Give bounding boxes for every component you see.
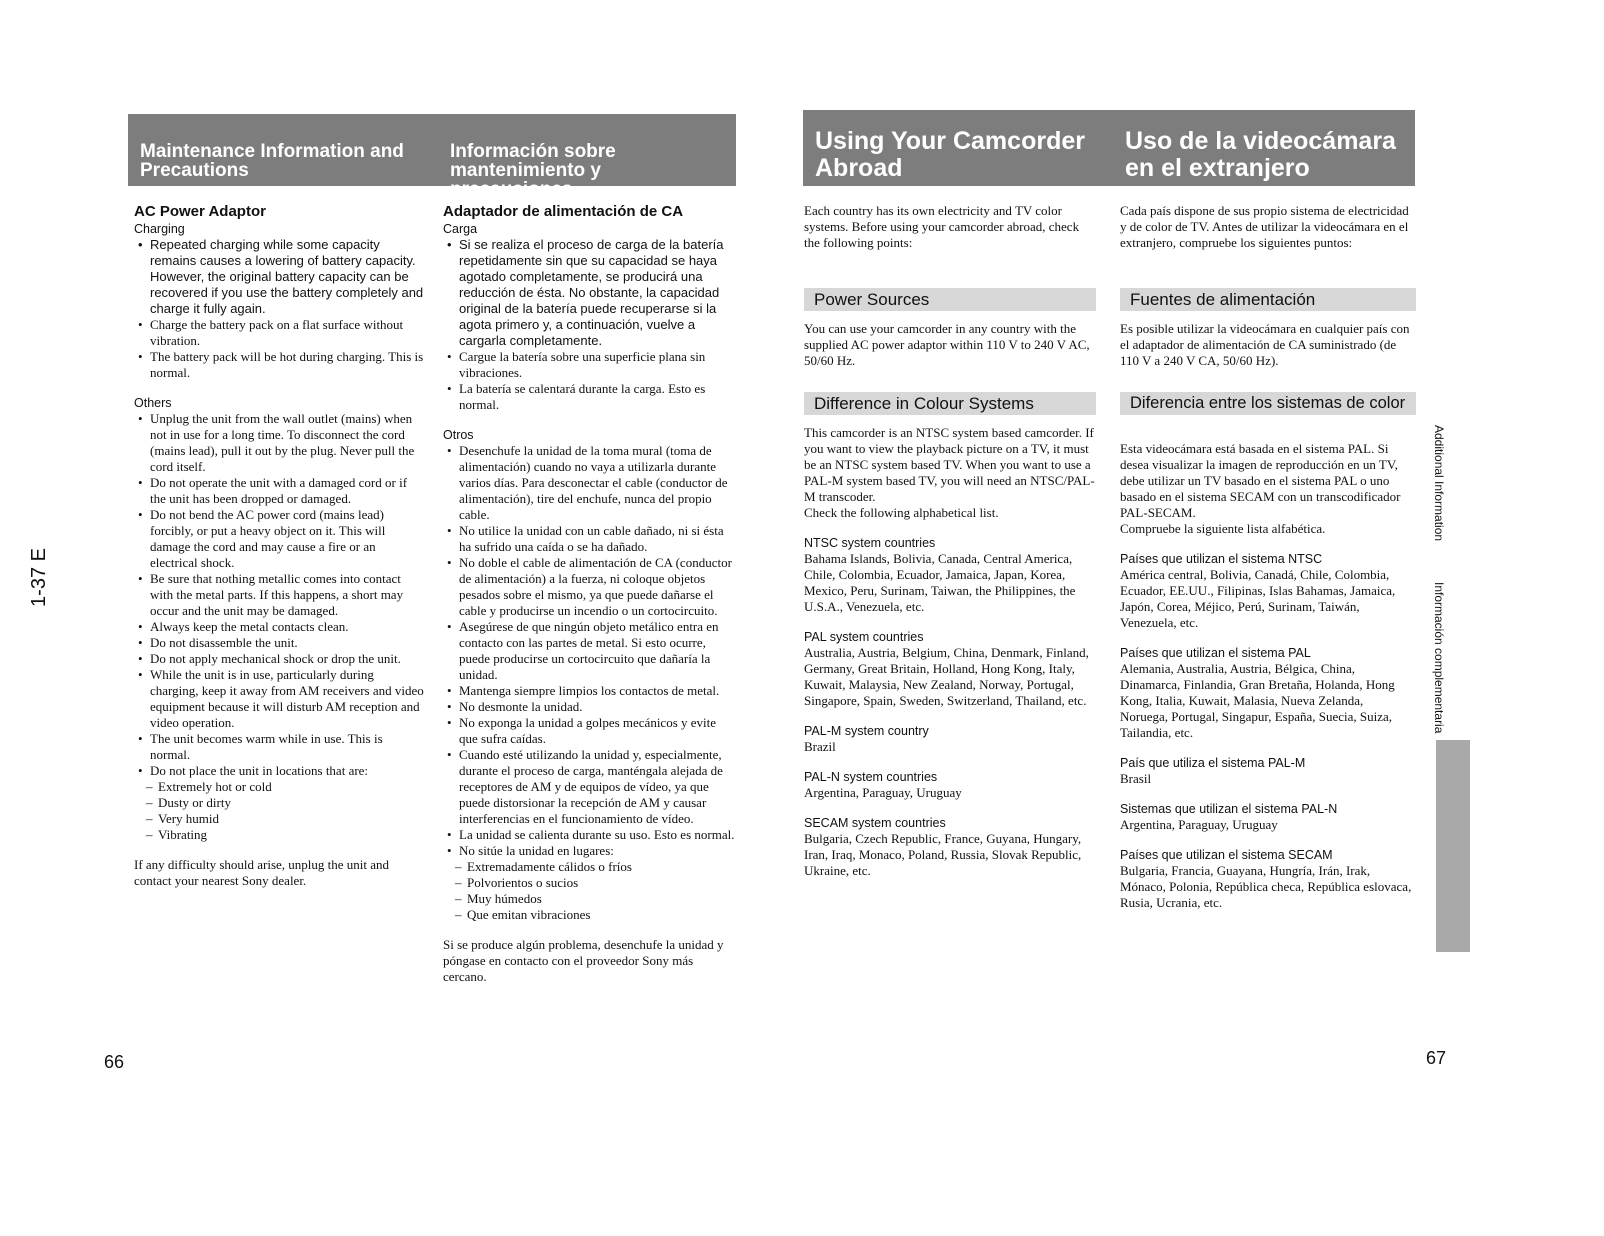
list-item: • No utilice la unidad con un cable dañado, ni si ésta ha sufrido una caída o se ha dañado. <box>459 523 737 555</box>
abroad-column-en <box>804 203 1094 251</box>
system-label: Países que utilizan el sistema PAL <box>1120 646 1311 660</box>
maintenance-column-en <box>134 203 424 889</box>
list-item: • Cuando esté utilizando la unidad y, especialmente, durante el proceso de carga, manténgala alejada de receptores de AM y de equipos de vídeo, ya que puede distorsionar la recepción de AM y causar interferencias en el funcionamiento de vídeo. <box>459 747 737 827</box>
check-list-text: Check the following alphabetical list. <box>804 505 999 520</box>
system-countries: Bulgaria, Francia, Guayana, Hungría, Irán, Irak, Mónaco, Polonia, República checa, República eslovaca, Rusia, Ucrania, etc. <box>1120 863 1412 910</box>
side-tab-informacion-complementaria: Información complementaria <box>1432 582 1446 734</box>
system-label: NTSC system countries <box>804 536 936 550</box>
system-label: SECAM system countries <box>804 816 946 830</box>
system-label: PAL-N system countries <box>804 770 938 784</box>
list-item: • No doble el cable de alimentación de CA (conductor de alimentación) a la fuerza, ni coloque objetos pesados sobre el mismo, ya que puede dañarse el cable y producirse un incendio o un cortocircuito. <box>459 555 737 619</box>
system-group <box>804 535 1096 615</box>
banner-title-es: Uso de la videocámara en el extranjero <box>1125 127 1396 182</box>
system-group <box>804 723 1096 755</box>
system-group <box>804 769 1096 801</box>
power-sources-text: You can use your camcorder in any country with the supplied AC power adaptor within 110 V to 240 V AC, 50/60 Hz. <box>804 321 1090 368</box>
colour-systems-text: This camcorder is an NTSC system based camcorder. If you want to view the playback picture on a TV, it must be an NTSC system based TV. When you want to use a PAL-M system based TV, you will need an NTSC/PAL-M transcoder. <box>804 425 1095 504</box>
margin-code: 1-37 E <box>28 548 50 607</box>
system-label: PAL system countries <box>804 630 924 644</box>
list-item: – Que emitan vibraciones <box>467 907 737 923</box>
power-sources-text-wrap <box>804 321 1094 369</box>
locations-list <box>150 779 424 843</box>
system-group <box>804 815 1096 879</box>
system-label: Países que utilizan el sistema NTSC <box>1120 552 1323 566</box>
power-sources-text-wrap-es <box>1120 321 1410 369</box>
list-item: – Dusty or dirty <box>158 795 424 811</box>
colour-systems-body <box>804 425 1096 879</box>
system-countries: Bahama Islands, Bolivia, Canada, Central America, Chile, Colombia, Ecuador, Jamaica, Japan, Korea, Mexico, Peru, Surinam, Taiwan, the Philippines, the U.S.A., Venezuela, etc. <box>804 551 1076 614</box>
others-list-es <box>443 443 737 923</box>
list-item: – Extremely hot or cold <box>158 779 424 795</box>
colour-systems-text-es: Esta videocámara está basada en el sistema PAL. Si desea visualizar la imagen de reproducción en un TV, debe utilizar un TV basado en el sistema PAL o uno basado en el sistema SECAM con un transcodificador PAL-SECAM. <box>1120 441 1401 520</box>
closing-note: If any difficulty should arise, unplug the unit and contact your nearest Sony dealer. <box>134 857 390 888</box>
side-tab-marker <box>1436 740 1470 952</box>
system-group <box>804 629 1096 709</box>
list-item <box>459 843 737 923</box>
others-label-es: Otros <box>443 428 474 442</box>
list-item: • While the unit is in use, particularly during charging, keep it away from AM receivers and video equipment because it will disturb AM reception and video operation. <box>150 667 424 731</box>
list-item: • Do not bend the AC power cord (mains lead) forcibly, or put a heavy object on it. This will damage the cord and may cause a fire or an electrical shock. <box>150 507 424 571</box>
intro-text: Each country has its own electricity and TV color systems. Before using your camcorder abroad, check the following points: <box>804 203 1080 250</box>
colour-systems-heading-es: Diferencia entre los sistemas de color <box>1120 392 1416 415</box>
colour-systems-heading: Difference in Colour Systems <box>804 392 1096 415</box>
page-number-left: 66 <box>104 1052 125 1072</box>
colour-systems-body-es <box>1120 441 1412 911</box>
system-group <box>1120 755 1412 787</box>
side-tab-additional-information: Additional Information <box>1432 425 1446 542</box>
maintenance-column-es <box>443 203 737 985</box>
list-item: • La unidad se calienta durante su uso. Esto es normal. <box>459 827 737 843</box>
system-group <box>1120 801 1412 833</box>
charging-label-es: Carga <box>443 222 478 236</box>
list-item: • Asegúrese de que ningún objeto metálico entra en contacto con las partes de metal. Si esto ocurre, puede producirse un cortocircuito que dañaría la unidad. <box>459 619 737 683</box>
list-item: – Vibrating <box>158 827 424 843</box>
banner-title-en: Maintenance Information and Precautions <box>140 141 404 181</box>
list-item: • Be sure that nothing metallic comes into contact with the metal parts. If this happens, a short may occur and the unit may be damaged. <box>150 571 424 619</box>
list-item: – Polvorientos o sucios <box>467 875 737 891</box>
intro-text-es: Cada país dispone de sus propio sistema de electricidad y de color de TV. Antes de utilizar la videocámara en el extranjero, compruebe los siguientes puntos: <box>1120 203 1409 250</box>
abroad-column-es <box>1120 203 1410 251</box>
list-item: • No desmonte la unidad. <box>459 699 737 715</box>
list-item: • Unplug the unit from the wall outlet (mains) when not in use for a long time. To disconnect the cord (mains lead), pull it out by the plug. Never pull the cord itself. <box>150 411 424 475</box>
system-group <box>1120 847 1412 911</box>
list-item: – Muy húmedos <box>467 891 737 907</box>
list-item: • Si se realiza el proceso de carga de la batería repetidamente sin que su capacidad se haya agotado completamente, se producirá una reducción de ésta. No obstante, la capacidad original de la batería puede recuperarse si la agota primero y, a continuación, vuelve a cargarla completamente. <box>459 237 737 349</box>
list-item: • Charge the battery pack on a flat surface without vibration. <box>150 317 424 349</box>
list-item: • Cargue la batería sobre una superficie plana sin vibraciones. <box>459 349 737 381</box>
system-countries: Brasil <box>1120 771 1152 786</box>
system-countries: América central, Bolivia, Canadá, Chile, Colombia, Ecuador, EE.UU., Filipinas, Islas Bahamas, Jamaica, Japón, Corea, Méjico, Perú, Surinam, Taiwán, Venezuela, etc. <box>1120 567 1396 630</box>
charging-list-es <box>443 237 737 413</box>
list-item: • No exponga la unidad a golpes mecánicos y evite que sufra caídas. <box>459 715 737 747</box>
system-group <box>1120 551 1412 631</box>
list-item: • The unit becomes warm while in use. This is normal. <box>150 731 424 763</box>
system-countries: Australia, Austria, Belgium, China, Denmark, Finland, Germany, Great Britain, Holland, Hong Kong, Italy, Kuwait, Malaysia, New Zealand, Norway, Portugal, Singapore, Spain, Sweden, Switzerland, Thailand, etc. <box>804 645 1089 708</box>
ac-adaptor-heading-es: Adaptador de alimentación de CA <box>443 203 684 220</box>
closing-note-es: Si se produce algún problema, desenchufe la unidad y póngase en contacto con el proveedor Sony más cercano. <box>443 937 724 984</box>
system-label: País que utiliza el sistema PAL-M <box>1120 756 1306 770</box>
list-item: • La batería se calentará durante la carga. Esto es normal. <box>459 381 737 413</box>
list-item: • The battery pack will be hot during charging. This is normal. <box>150 349 424 381</box>
list-item: • Do not operate the unit with a damaged cord or if the unit has been dropped or damaged. <box>150 475 424 507</box>
check-list-text-es: Compruebe la siguiente lista alfabética. <box>1120 521 1326 536</box>
system-label: PAL-M system country <box>804 724 929 738</box>
power-sources-heading-es: Fuentes de alimentación <box>1120 288 1416 311</box>
banner-title-es: Información sobre mantenimiento y precauciones <box>450 141 616 200</box>
section-banner-abroad <box>803 110 1415 186</box>
power-sources-heading: Power Sources <box>804 288 1096 311</box>
banner-title-en: Using Your Camcorder Abroad <box>815 127 1085 182</box>
list-item: – Very humid <box>158 811 424 827</box>
others-list <box>134 411 424 843</box>
page-number-right: 67 <box>1426 1048 1447 1068</box>
system-label: Países que utilizan el sistema SECAM <box>1120 848 1333 862</box>
locations-intro: Do not place the unit in locations that are: <box>150 763 369 778</box>
system-countries: Bulgaria, Czech Republic, France, Guyana, Hungary, Iran, Iraq, Monaco, Poland, Russia, Slovak Republic, Ukraine, etc. <box>804 831 1082 878</box>
charging-label: Charging <box>134 222 185 236</box>
ac-adaptor-heading: AC Power Adaptor <box>134 203 266 220</box>
list-item: • Do not apply mechanical shock or drop the unit. <box>150 651 424 667</box>
others-label: Others <box>134 396 172 410</box>
system-countries: Argentina, Paraguay, Uruguay <box>1120 817 1278 832</box>
list-item: • Desenchufe la unidad de la toma mural (toma de alimentación) cuando no vaya a utilizarla durante varios días. Para desconectar el cable (conductor de alimentación), tire del enchufe, nunca del propio cable. <box>459 443 737 523</box>
system-label: Sistemas que utilizan el sistema PAL-N <box>1120 802 1338 816</box>
charging-list <box>134 237 424 381</box>
list-item: • Always keep the metal contacts clean. <box>150 619 424 635</box>
list-item <box>150 763 424 843</box>
list-item: • Repeated charging while some capacity remains causes a lowering of battery capacity. However, the original battery capacity can be recovered if you use the battery completely and charge it fully again. <box>150 237 424 317</box>
system-group <box>1120 645 1412 741</box>
system-countries: Brazil <box>804 739 836 754</box>
power-sources-text-es: Es posible utilizar la videocámara en cualquier país con el adaptador de alimentación de CA suministrado (de 110 V a 240 V CA, 50/60 Hz). <box>1120 321 1410 368</box>
locations-intro-es: No sitúe la unidad en lugares: <box>459 843 614 858</box>
list-item: – Extremadamente cálidos o fríos <box>467 859 737 875</box>
list-item: • Mantenga siempre limpios los contactos de metal. <box>459 683 737 699</box>
locations-list-es <box>459 859 737 923</box>
system-countries: Argentina, Paraguay, Uruguay <box>804 785 962 800</box>
system-countries: Alemania, Australia, Austria, Bélgica, China, Dinamarca, Finlandia, Gran Bretaña, Holanda, Hong Kong, Italia, Kuwait, Malasia, Nueva Zelanda, Noruega, Portugal, Singapur, España, Suecia, Suiza, Tailandia, etc. <box>1120 661 1395 740</box>
section-banner-maintenance <box>128 114 736 200</box>
list-item: • Do not disassemble the unit. <box>150 635 424 651</box>
